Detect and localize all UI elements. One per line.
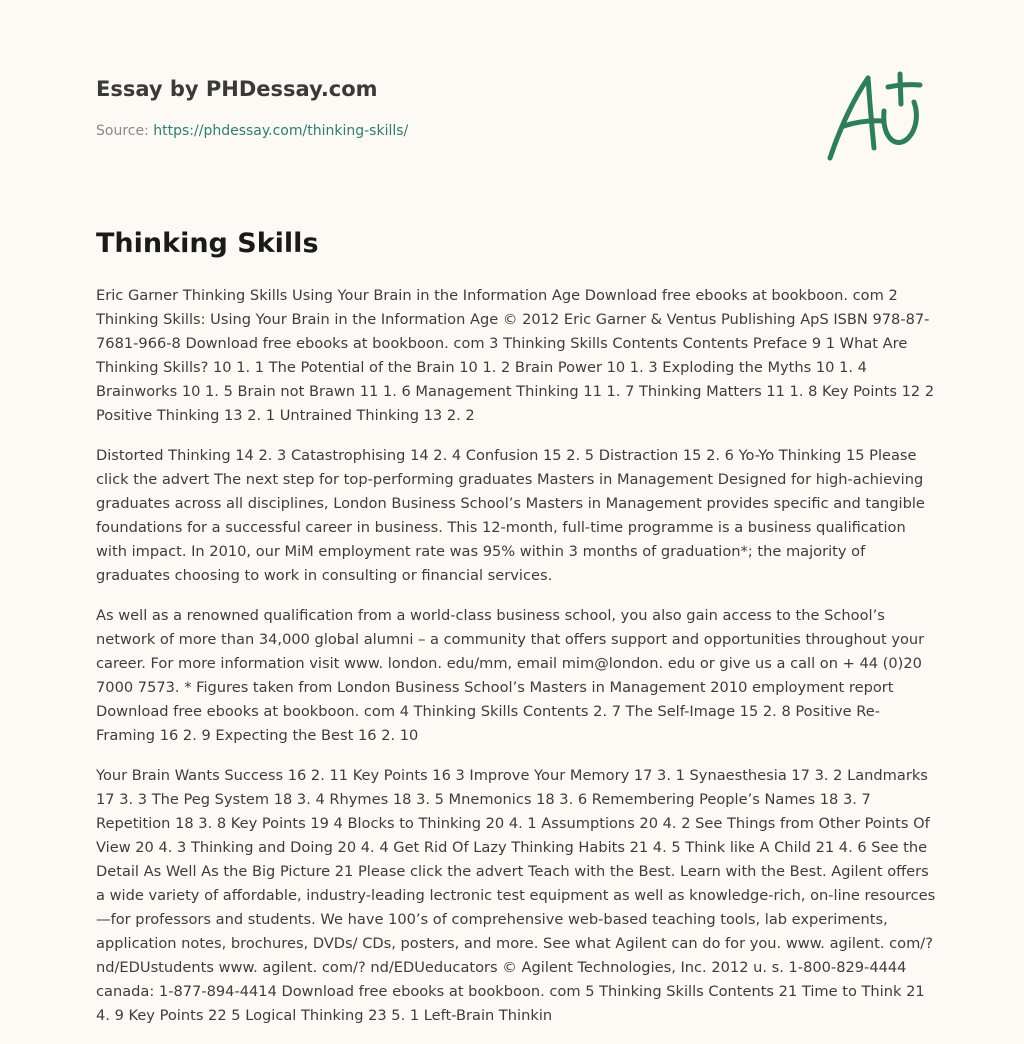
article-paragraph: Distorted Thinking 14 2. 3 Catastrophising 14 2. 4 Confusion 15 2. 5 Distraction 15 2. 6 Yo-Yo Thinking 15 Please click the advert The next step for top-performing graduates Masters in Management Designed for high-achieving graduates across all disciplines, London Business School’s Masters in Management provides specific and tangible foundations for a successful career in business. This 12-month, full-time programme is a business qualification with impact. In 2010, our MiM employment rate was 95% within 3 months of graduation*; the majority of graduates choosing to work in consulting or financial services. bbox=[96, 447, 925, 584]
page-header bbox=[96, 75, 408, 141]
source-label: Source: bbox=[96, 123, 149, 139]
article-paragraph: Your Brain Wants Success 16 2. 11 Key Points 16 3 Improve Your Memory 17 3. 1 Synaesthesia 17 3. 2 Landmarks 17 3. 3 The Peg System 18 3. 4 Rhymes 18 3. 5 Mnemonics 18 3. 6 Remembering People’s Names 18 3. 7 Repetition 18 3. 8 Key Points 19 4 Blocks to Thinking 20 4. 1 Assumptions 20 4. 2 See Things from Other Points Of View 20 4. 3 Thinking and Doing 20 4. 4 Get Rid Of Lazy Thinking Habits 21 4. 5 Think like A Child 21 4. 6 See the Detail As Well As the Big Picture 21 Please click the advert Teach with the Best. Learn with the Best. Agilent offers a wide variety of affordable, industry-leading lectronic test equipment as well as knowledge-rich, on-line resources —for professors and students. We have 100’s of comprehensive web-based teaching tools, lab experiments, application notes, brochures, DVDs/ CDs, posters, and more. See what Agilent can do for you. www. agilent. com/? nd/EDUstudents www. agilent. com/? nd/EDUeducators © Agilent Technologies, Inc. 2012 u. s. 1-800-829-4444 canada: 1-877-894-4414 Download free ebooks at bookboon. com 5 Thinking Skills Contents 21 Time to Think 21 4. 9 Key Points 22 5 Logical Thinking 23 5. 1 Left-Brain Thinkin bbox=[96, 767, 936, 1024]
source-link[interactable]: https://phdessay.com/thinking-skills/ bbox=[153, 123, 409, 139]
page-title: Thinking Skills bbox=[96, 228, 319, 259]
brand-title: Essay by PHDessay.com bbox=[96, 77, 378, 101]
source-line bbox=[96, 121, 408, 141]
article-paragraph: Eric Garner Thinking Skills Using Your Brain in the Information Age Download free ebooks at bookboon. com 2 Thinking Skills: Using Your Brain in the Information Age © 2012 Eric Garner & Ventus Publishing ApS ISBN 978-87-7681-966-8 Download free ebooks at bookboon. com 3 Thinking Skills Contents Contents Preface 9 1 What Are Thinking Skills? 10 1. 1 The Potential of the Brain 10 1. 2 Brain Power 10 1. 3 Exploding the Myths 10 1. 4 Brainworks 10 1. 5 Brain not Brawn 11 1. 6 Management Thinking 11 1. 7 Thinking Matters 11 1. 8 Key Points 12 2 Positive Thinking 13 2. 1 Untrained Thinking 13 2. 2 bbox=[96, 287, 935, 424]
a-plus-logo-icon bbox=[822, 66, 932, 166]
article-body bbox=[96, 284, 936, 1044]
article-paragraph: As well as a renowned qualification from a world-class business school, you also gain access to the School’s network of more than 34,000 global alumni – a community that offers support and opportunities throughout your career. For more information visit www. london. edu/mm, email mim@london. edu or give us a call on + 44 (0)20 7000 7573. * Figures taken from London Business School’s Masters in Management 2010 employment report Download free ebooks at bookboon. com 4 Thinking Skills Contents 2. 7 The Self-Image 15 2. 8 Positive Re-Framing 16 2. 9 Expecting the Best 16 2. 10 bbox=[96, 607, 925, 744]
